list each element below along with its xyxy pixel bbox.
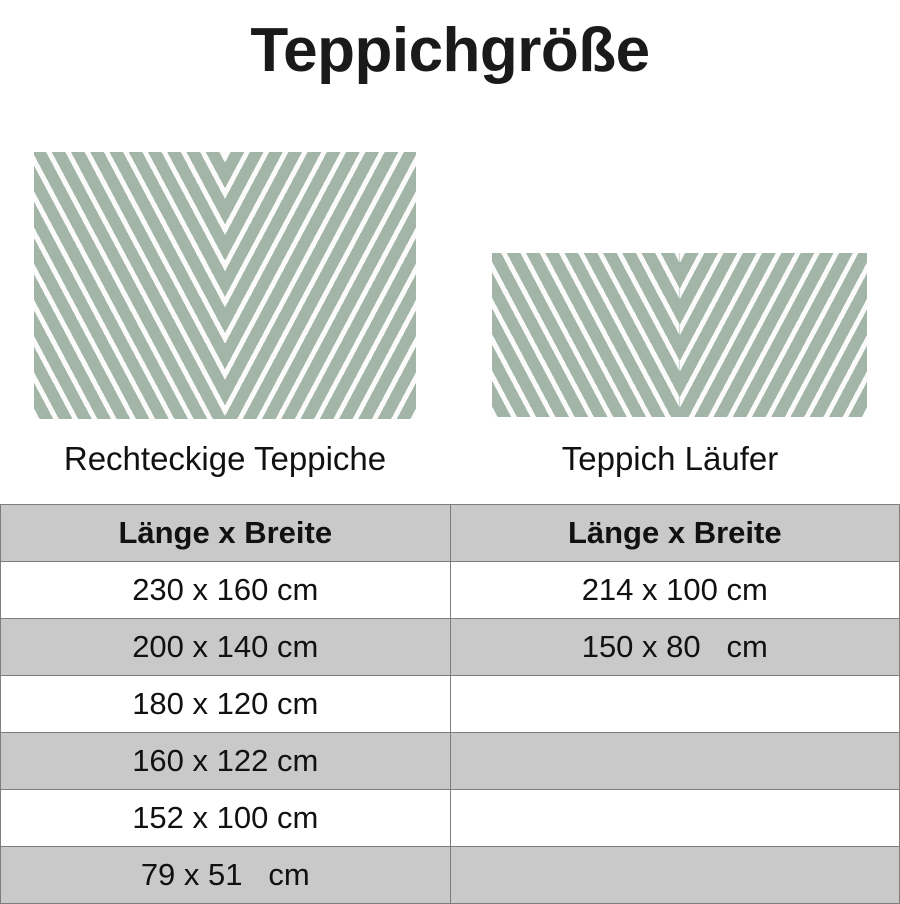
runner-rug-caption: Teppich Läufer <box>561 440 779 477</box>
page-title: Teppichgröße <box>250 16 650 85</box>
table-row <box>1 733 900 790</box>
rectangular-rug-swatch <box>34 152 416 419</box>
size-cell-right <box>450 676 900 733</box>
size-cell-left: 152 x 100 cm <box>1 790 451 847</box>
chevron-pattern-icon <box>492 253 867 417</box>
table-row <box>1 619 900 676</box>
size-table <box>0 504 900 904</box>
table-row <box>1 562 900 619</box>
size-cell-right: 214 x 100 cm <box>450 562 900 619</box>
rectangular-rug-caption: Rechteckige Teppiche <box>63 440 387 477</box>
size-cell-left: 200 x 140 cm <box>1 619 451 676</box>
rug-illustrations <box>0 148 900 428</box>
size-cell-left: 160 x 122 cm <box>1 733 451 790</box>
table-row <box>1 790 900 847</box>
table-row <box>1 676 900 733</box>
table-row <box>1 847 900 904</box>
table-header-row <box>1 505 900 562</box>
size-cell-right: 150 x 80 cm <box>450 619 900 676</box>
chevron-pattern-icon <box>34 152 416 419</box>
size-cell-right <box>450 847 900 904</box>
column-header-right: Länge x Breite <box>450 505 900 562</box>
size-cell-right <box>450 733 900 790</box>
size-cell-right <box>450 790 900 847</box>
column-header-left: Länge x Breite <box>1 505 451 562</box>
size-cell-left: 79 x 51 cm <box>1 847 451 904</box>
size-cell-left: 180 x 120 cm <box>1 676 451 733</box>
size-cell-left: 230 x 160 cm <box>1 562 451 619</box>
runner-rug-swatch <box>492 253 867 417</box>
